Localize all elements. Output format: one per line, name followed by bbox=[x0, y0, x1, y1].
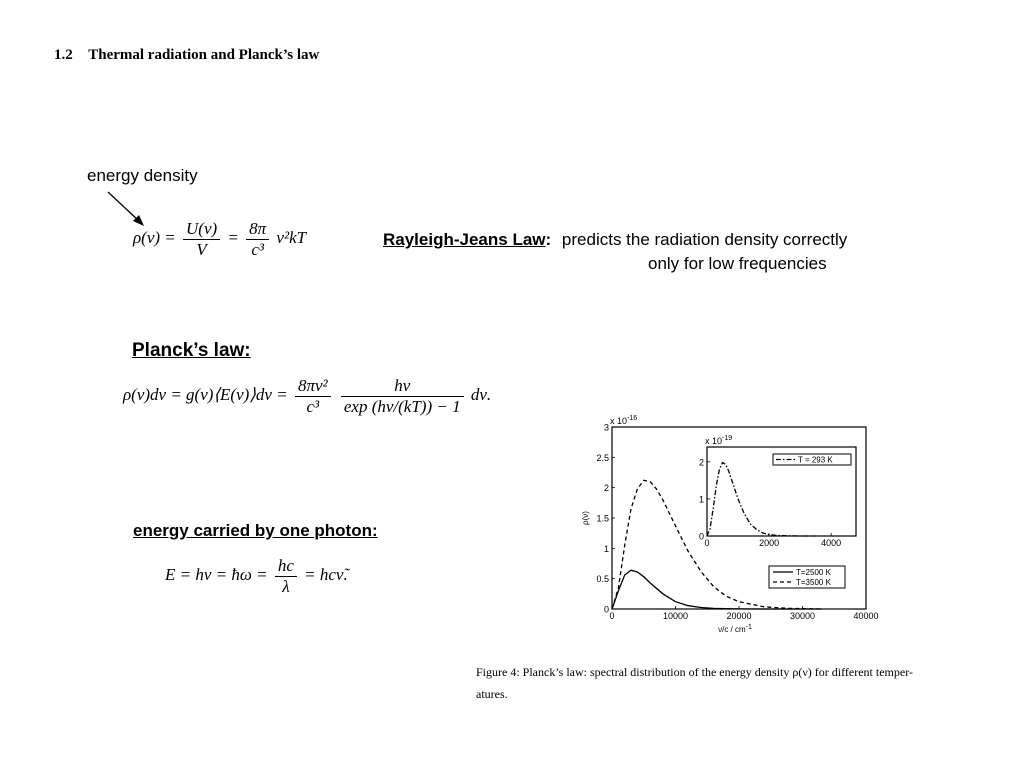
main-y-tick-label: 3 bbox=[603, 422, 609, 433]
inset-x-tick-label: 4000 bbox=[821, 538, 842, 548]
main-x-tick-label: 40000 bbox=[853, 611, 879, 621]
main-y-exponent: x $10^{-16}$ bbox=[610, 415, 638, 426]
section-title-text: Thermal radiation and Planck’s law bbox=[88, 47, 320, 63]
rj-frac2-num: 8π bbox=[249, 219, 267, 238]
main-x-tick-label: 30000 bbox=[789, 611, 816, 621]
rj-lhs: ρ(ν) = bbox=[133, 227, 176, 247]
main-y-tick-label: 2.5 bbox=[596, 452, 609, 463]
main-y-axis-label: ρ(ν) bbox=[581, 511, 590, 525]
main-y-tick-label: 1.5 bbox=[596, 513, 609, 524]
planck-frac1-den: c³ bbox=[295, 396, 331, 417]
rayleigh-jeans-colon: : bbox=[545, 230, 552, 249]
inset-y-tick-label: 2 bbox=[698, 457, 704, 468]
inset-legend-label: T = 293 K bbox=[798, 455, 833, 465]
photon-tail: = hcν̃. bbox=[304, 564, 348, 584]
section-title bbox=[54, 47, 319, 64]
main-x-tick-label: 20000 bbox=[726, 611, 752, 621]
main-x-axis-label: ν/c / cm-1 bbox=[718, 624, 752, 634]
rj-frac1-num: U(ν) bbox=[186, 219, 218, 238]
main-x-tick-label: 10000 bbox=[662, 611, 689, 621]
photon-energy-equation bbox=[165, 556, 348, 596]
rayleigh-jeans-description bbox=[383, 230, 847, 250]
figure-caption bbox=[476, 661, 996, 705]
rj-eq2: = bbox=[227, 227, 239, 247]
main-y-tick-label: 2 bbox=[603, 483, 609, 494]
planck-equation bbox=[123, 376, 491, 416]
section-number: 1.2 bbox=[54, 47, 73, 63]
photon-frac-den: λ bbox=[275, 576, 297, 597]
main-y-tick-label: 1 bbox=[603, 543, 609, 554]
rj-fraction-u-v bbox=[183, 219, 220, 259]
main-y-tick-label: 0 bbox=[603, 604, 609, 615]
planck-frac1-num: 8πν² bbox=[297, 376, 328, 395]
planck-frac2-num: hν bbox=[394, 376, 411, 395]
inset-y-tick-label: 1 bbox=[698, 494, 704, 505]
planck-frac2-den: exp (hν/(kT)) − 1 bbox=[341, 396, 464, 417]
photon-frac-num: hc bbox=[277, 556, 294, 575]
main-legend-label: T=2500 K bbox=[796, 568, 831, 577]
rj-fraction-8pi-c3 bbox=[246, 219, 269, 259]
main-x-tick-label: 0 bbox=[609, 611, 615, 621]
photon-fraction bbox=[275, 556, 297, 596]
caption-line2: atures. bbox=[476, 687, 508, 701]
caption-line1: Figure 4: Planck’s law: spectral distribution of the energy density ρ(ν) for different temper- bbox=[476, 665, 913, 679]
photon-lhs: E = hν = ħω = bbox=[165, 564, 268, 584]
inset-x-tick-label: 2000 bbox=[759, 538, 780, 548]
inset-x-tick-label: 0 bbox=[704, 538, 710, 548]
rayleigh-jeans-title: Rayleigh-Jeans Law bbox=[383, 230, 546, 249]
planck-fraction-2 bbox=[341, 376, 464, 416]
planck-lhs: ρ(ν)dν = g(ν)⟨E(ν)⟩dν = bbox=[123, 384, 288, 404]
planck-law-heading: Planck’s law: bbox=[132, 340, 251, 361]
rayleigh-jeans-line1: predicts the radiation density correctly bbox=[561, 230, 848, 249]
planck-figure bbox=[565, 405, 890, 635]
rayleigh-jeans-equation bbox=[133, 219, 306, 259]
inset-y-tick-label: 0 bbox=[698, 531, 704, 542]
rj-frac2-den: c³ bbox=[246, 239, 269, 260]
main-y-tick-label: 0.5 bbox=[596, 574, 609, 585]
main-legend-label: T=3500 K bbox=[796, 578, 831, 587]
energy-density-label: energy density bbox=[87, 166, 198, 185]
photon-energy-heading: energy carried by one photon: bbox=[133, 521, 378, 540]
planck-tail: dν. bbox=[470, 384, 492, 404]
planck-fraction-1 bbox=[295, 376, 331, 416]
rayleigh-jeans-line2: only for low frequencies bbox=[648, 254, 827, 273]
rj-tail: ν²kT bbox=[276, 227, 307, 247]
rj-frac1-den: V bbox=[183, 239, 220, 260]
inset-y-exponent: x $10^{-19}$ bbox=[705, 435, 733, 446]
